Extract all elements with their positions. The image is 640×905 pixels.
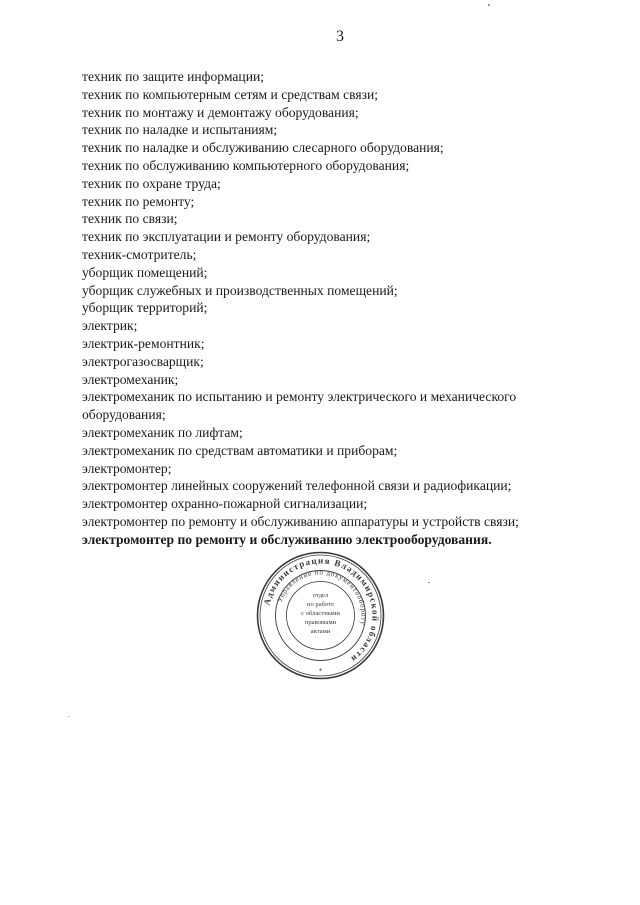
list-item: уборщик территорий; [82,300,208,316]
list-item: техник по монтажу и демонтажу оборудования; [82,104,359,120]
list-item: техник по защите информации; [82,69,265,84]
list-item: электрогазосварщик; [82,353,204,369]
list-item: электромонтер охранно-пожарной сигнализации; [82,496,368,512]
stamp-inner-text: Управление по документообороту [275,568,368,627]
official-stamp [253,548,388,683]
list-item: электрик-ремонтник; [82,335,205,351]
stamp-center-line: отдел [312,592,329,599]
list-item: уборщик служебных и производственных помещений; [82,282,398,298]
list-item: оборудования; [82,407,166,423]
job-title-list [82,68,582,549]
scan-speck [68,716,69,717]
list-item: техник по наладке и обслуживанию слесарного оборудования; [82,140,444,156]
stamp-center-line: по работе [306,601,335,608]
list-item: электромонтер линейных сооружений телефонной связи и радиофикации; [82,478,512,494]
list-item: электромеханик по лифтам; [82,424,243,440]
list-item: электромеханик; [82,371,179,387]
stamp-center-line: правовыми [304,619,337,626]
list-item: техник по обслуживанию компьютерного оборудования; [82,157,410,173]
list-item: техник по охране труда; [82,175,221,191]
stamp-center-line: с областными [301,610,340,617]
page-number: 3 [336,28,344,45]
list-item: техник по ремонту; [82,193,195,209]
list-item: техник-смотритель; [82,246,197,262]
list-item: электромонтер по ремонту и обслуживанию аппаратуры и устройств связи; [82,513,519,529]
scan-speck [428,582,430,583]
list-item: электромонтер по ремонту и обслуживанию электрооборудования. [82,531,492,547]
stamp-center-line: актами [310,628,331,635]
list-item: электромонтер; [82,460,172,476]
star-icon: * [318,667,323,675]
list-item: электромеханик по средствам автоматики и приборам; [82,442,398,458]
stamp-seal-icon [253,548,388,683]
scan-speck [488,4,490,6]
list-item: техник по наладке и испытаниям; [82,122,278,138]
stamp-outer-text: Администрация Владимирской области [261,555,381,665]
list-item: техник по связи; [82,211,178,227]
list-item: электрик; [82,318,138,334]
list-item: электромеханик по испытанию и ремонту электрического и механического [82,389,517,405]
list-item: техник по эксплуатации и ремонту оборудования; [82,229,371,245]
list-item: техник по компьютерным сетям и средствам связи; [82,86,379,102]
list-item: уборщик помещений; [82,264,208,280]
